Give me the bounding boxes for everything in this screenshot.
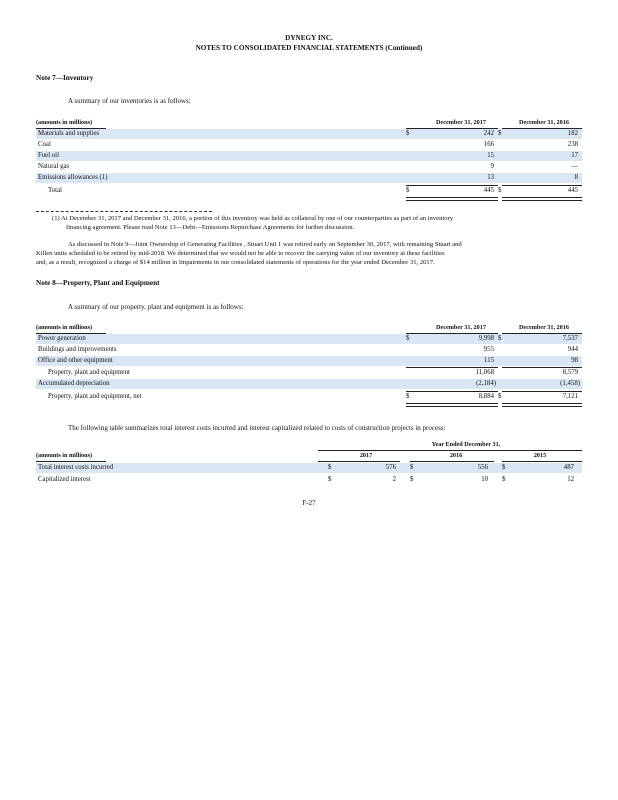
table-row: Total interest costs incurred $ 576 $ 556 $ 487	[36, 463, 582, 473]
column-header-2015: 2015	[533, 452, 547, 459]
year-ended-header: Year Ended December 31,	[431, 441, 501, 448]
column-header-2017: December 31, 2017	[436, 119, 486, 126]
column-header-2016: December 31, 2016	[519, 119, 569, 126]
table-units: (amounts in millions)	[36, 324, 93, 331]
impairment-paragraph: As discussed in Note 9—Joint Ownership of Generating Facilities , Stuart Unit 1 was retired early on September 30, 2017, with remaining Stuart and Killen units scheduled to be retired by mid-2018. We determined that we would not be able to recover the carrying value of our inventory at these facilities and, as a result, recognized a charge of $14 million in Impairments in our consolidated statements of operations for the year ended December 31, 2017.	[36, 241, 462, 266]
table-row: Natural gas 9 —	[38, 163, 578, 170]
table-units: (amounts in millions)	[36, 452, 93, 459]
interest-intro: The following table summarizes total interest costs incurred and interest capitalized related to costs of construction projects in process:	[68, 424, 446, 432]
table-row: Power generation $ 9,998 $ 7,537	[36, 334, 582, 344]
table-row: Accumulated depreciation (2,184) (1,458)	[38, 380, 580, 387]
table-row: Office and other equipment 115 98	[36, 356, 582, 366]
table-row: Buildings and improvements 955 944	[38, 346, 578, 353]
column-header-2017: December 31, 2017	[436, 324, 486, 331]
column-header-2016: 2016	[449, 452, 463, 459]
page-subtitle: NOTES TO CONSOLIDATED FINANCIAL STATEMENTS (Continued)	[195, 44, 423, 52]
footnote-divider	[36, 211, 212, 212]
table-row-total: Total $ 445 $ 445	[48, 187, 578, 194]
footnote-1: (1) At December 31, 2017 and December 31, 2016, a portion of this inventory was held as collateral by one of our counterparties as part of an inventory financing agreement. Please read Note 13—Debt—Emissions Repurchase Agreements for further discussion.	[52, 215, 453, 231]
page-number: F-27	[302, 499, 316, 507]
column-header-2017: 2017	[359, 452, 373, 459]
table-row: Fuel oil 15 17	[36, 151, 582, 161]
table-row: Capitalized interest $ 2 $ 10 $ 12	[38, 476, 574, 483]
table-row-subtotal: Property, plant and equipment 11,068 8,579	[48, 369, 578, 376]
table-row: Materials and supplies $ 242 $ 182	[36, 129, 582, 139]
interest-table	[36, 439, 582, 491]
column-header-2016: December 31, 2016	[519, 324, 569, 331]
note7-intro: A summary of our inventories is as follows:	[68, 97, 191, 105]
ppe-table	[36, 321, 582, 413]
table-units: (amounts in millions)	[36, 119, 93, 126]
table-row: Coal 166 238	[38, 141, 578, 148]
table-row-total: Property, plant and equipment, net $ 8,884 $ 7,121	[48, 393, 578, 400]
table-row: Emissions allowances (1) 13 8	[36, 173, 582, 183]
note8-title: Note 8—Property, Plant and Equipment	[36, 279, 160, 287]
note7-title: Note 7—Inventory	[36, 74, 94, 82]
company-name: DYNEGY INC.	[285, 34, 333, 42]
note8-intro: A summary of our property, plant and equipment is as follows:	[68, 303, 244, 311]
inventory-table	[36, 116, 582, 206]
